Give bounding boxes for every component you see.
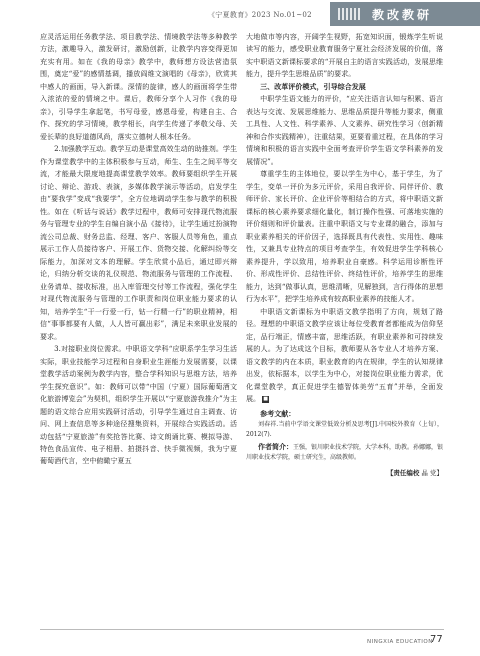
right-column [246, 31, 443, 615]
references-heading: 参考文献： [260, 408, 296, 418]
footer-magazine: NINGXIA EDUCATION [367, 639, 433, 645]
editor-name: 晶 党】 [421, 469, 443, 478]
body-paragraph: 2.加强教学互动。教学互动是课堂高效生动的助推剂。学生作为课堂教学中的主体积极参与互动，师生、生生之间平等交流，才能最大限度地提高课堂教学效率。教师要组织学生开展讨论、辩论、游戏、表演，多媒体教学演示等活动，启发学生由“要我学”变成“我要学”，全方位地调动学生参与教学的积极性。如在《听话与说话》教学过程中，教师可安排现代物流服务与管理专业的学生自编自演小品《接待》，让学生通过扮演物流公司总裁、财务总监、经理、客户、客服人员等角色，重点展示工作人员接待客户、开展工作、货物交接、化解纠纷等交际能力，加深对文本的理解。学生欣赏小品后，通过即兴辩论，归纳分析交谈的礼仪规范、物流服务与管理的工作流程、业务请单、接收标准，出入库管理交付等工作流程，强化学生对现代物流服务与管理的工作职责和岗位职业能力要求的认知，培养学生“干一行爱一行，钻一行精一行”的职业精神，相信“事事都要有人做，人人皆可赢出彩”，满足未来职业发展的要求。 [40, 144, 237, 341]
footer-divider [40, 629, 444, 630]
author-label: 作者简介： [258, 443, 293, 452]
page-number: 77 [430, 634, 443, 645]
editor-credit [246, 467, 443, 479]
paragraph-text: 中职语文新课标为中职语文教学指明了方向，规划了路径。理想的中职语文教学应该让每位受教育者都能成为信仰坚定，品行端正，情感丰富，思维活跃，有职业素养和可持续发展的人。为了达成这个目标，教师要从各专业人才培养方案、语文教学的内在本质，职业教育的内在规律，学生的认知规律出发，依标据本，以学生为中心，对接岗位职业能力需求，优化课堂教学，真正促进学生德智体美劳“五育”并举，全面发展。 [246, 306, 443, 404]
section-tab: 教改教研 [330, 2, 480, 26]
editor-label: 【责任编校 [386, 469, 420, 478]
body-paragraph: 中职学生语文能力的评价，“应关注语言认知与积累、语言表达与交流、发展思维能力、思维品质提升等能力要求，侧重工具性、人文性、科学素养、人文素养、研究性学习（创新精神和合作实践精神），注重结果，更要看重过程，在具体的学习情境和积极的语言实践中全面考查评价学生语文学科素养的发展情况”。 [246, 94, 443, 166]
body-paragraph: 应灵活运用任务教学法、项目教学法、情境教学法等多种教学方法，激趣导入，激发研讨，激励创新，让教学内容变得更加充实有用。如在《我的母亲》教学中，教师想方设法营造氛围，奠定“爱”的感情基调，播放阎维文演唱的《母亲》，欣赏其中感人的画面，导入新课。深情的旋律，感人的画面将学生带入浓浓的爱的情境之中。课后，教师分享个人习作《我的母亲》，引导学生拿起笔，书写母爱，感恩母爱，构建自主、合作、探究的学习情境，教学相长，向学生传递了孝敬父母、关爱长辈的良好道德风尚，落实立德树人根本任务。 [40, 32, 237, 141]
left-column [40, 31, 237, 615]
author-info [246, 442, 443, 463]
body-paragraph: 尊重学生的主体地位，要以学生为中心，基于学生，为了学生，变单一评价为多元评价，采用自我评价、同伴评价、教师评价、家长评价、企业评价等相结合的方式，将中职语文新课标的核心素养要求细化量化，制订操作性强、可落地实施的评价细则和评价量表。注重中职语文与专业课的融合，添加与职业素养相关的评价因子，选择既具有代表性、实用性、趣味性，又兼具专业特点的项目考查学生，有效促进学生学科核心素养提升，学以致用，培养职业自豪感。科学运用诊断性评价、形成性评价、总结性评价、终结性评价，培养学生的思维能力，达到“做事认真，思维清晰，见解独到，言行得体的思想行为水平”，把学生培养成有较高职业素养的技能人才。 [246, 169, 443, 304]
section-heading: 三、改革评价模式，引导综合发展 [260, 81, 366, 91]
body-paragraph: 3.对接职业岗位需求。中职语文学科“应职系学生学习生活实际，职业技能学习过程和自身职业生涯能力发展需要，以课堂教学活动案例为教学内容，整合学科知识与思维方法，培养学生探究意识”。如：教师可以带“中国（宁夏）国际葡萄酒文化旅游博览会”为契机，组织学生开展以“宁夏旅游我推介”为主题的语文综合应用实践研讨活动，引导学生通过自主调查、访问、网上查信息等多种途径搜集资料，开展综合实践活动。活动包括“宁夏旅游”有奖抢答比赛、诗文朗诵比赛、模拟导游、特色食品宣传、电子相册、拍摄抖音、快手微视频，我为宁夏葡萄酒代言，空中俯瞰宁夏五 [40, 344, 237, 466]
reference-item: 刘春祥.当前中学语文课堂低效分析及思考[J].中国校外教育（上旬），2012(7). [246, 421, 443, 439]
page-header [0, 0, 480, 30]
journal-issue: 《宁夏教育》2023 No.01~02 [208, 11, 312, 19]
author-text: 王强，银川职业技术学院，大学本科，助教。孙娜娜，银川职业技术学院，硕士研究生，高级教师。 [246, 444, 443, 462]
body-paragraph [246, 306, 443, 406]
end-mark-icon: ■ [263, 395, 268, 402]
body-paragraph: 大地做市等内容，开阔学生视野，拓宽知识面，锻炼学生听说读写的能力，感受职业教育服务宁夏社会经济发展的价值，落实中职语文新课标要求的“开展自主的语言实践活动，发展思维能力，提升学生思维品质”的要求。 [246, 32, 443, 79]
